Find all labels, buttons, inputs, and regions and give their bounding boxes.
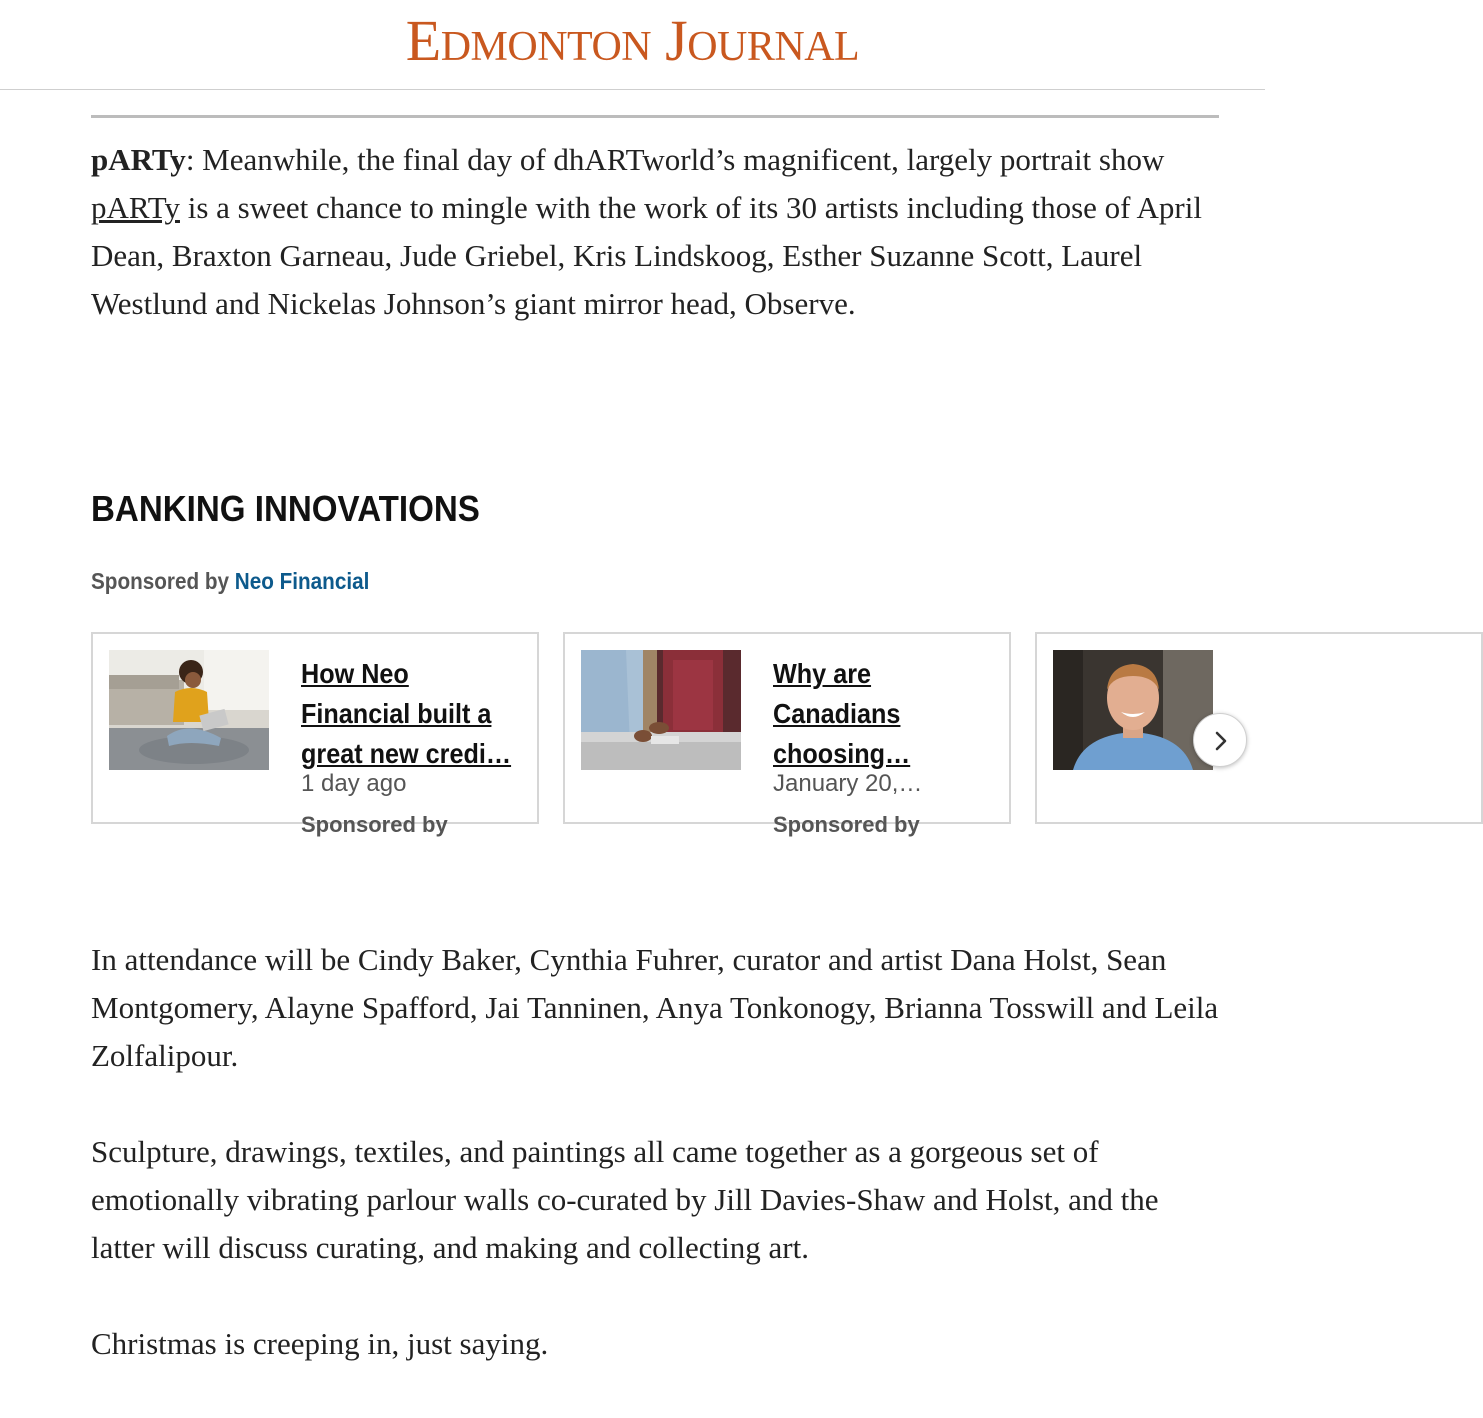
logo-word-2: OURNAL: [687, 24, 860, 70]
article-paragraph-2: In attendance will be Cindy Baker, Cynthia Fuhrer, curator and artist Dana Holst, Sean Montgomery, Alayne Spafford, Jai Tanninen, Anya Tonkonogy, Brianna Tosswill and Leila Zolfalipour.: [91, 942, 1219, 1073]
card-date: January 20,…: [773, 770, 923, 797]
sponsored-carousel: [91, 632, 1219, 837]
card-title-line: How Neo: [301, 658, 409, 689]
card-title-line: great new credi…: [301, 738, 512, 769]
card-thumbnail[interactable]: [109, 650, 269, 770]
article-paragraph-1: [91, 136, 1226, 328]
card-title[interactable]: [773, 654, 976, 774]
carousel-card[interactable]: [563, 632, 1011, 837]
paragraph-lead: pARTy: [91, 142, 186, 177]
logo-initial-j: J: [665, 8, 688, 73]
logo-word-1: DMONTON: [440, 24, 652, 70]
chevron-right-icon: [1209, 729, 1233, 753]
card-title-line: Financial built a: [301, 698, 492, 729]
card-date: 1 day ago: [301, 770, 407, 797]
woman-with-laptop-photo: [109, 650, 269, 770]
paragraph-text: : Meanwhile, the final day of dhARTworld’s magnificent, largely portrait show: [185, 142, 1165, 177]
card-thumbnail[interactable]: [581, 650, 741, 770]
site-logo[interactable]: [0, 10, 1265, 78]
sponsor-link[interactable]: Neo Financial: [234, 568, 370, 594]
hands-at-counter-photo: [581, 650, 741, 770]
card-thumbnail[interactable]: [1053, 650, 1213, 770]
carousel-next-button[interactable]: [1193, 713, 1247, 767]
logo-initial-e: E: [405, 8, 441, 73]
sponsored-by-line: [91, 568, 369, 595]
article-paragraph-3: Sculpture, drawings, textiles, and paintings all came together as a gorgeous set of emotionally vibrating parlour walls co-curated by Jill Davies-Shaw and Holst, and the latter will discuss curating, and making and collecting art.: [91, 1134, 1159, 1265]
card-title[interactable]: [301, 654, 512, 774]
card-title-line: choosing…: [773, 738, 911, 769]
paragraph-text: is a sweet chance to mingle with the work of its 30 artists including those of April Dean, Braxton Garneau, Jude Griebel, Kris Lindskoog, Esther Suzanne Scott, Laurel Westlund and Nickelas Johnson’s giant mirror head, Observe.: [91, 190, 1202, 321]
card-sponsored-label: Sponsored by: [773, 812, 920, 837]
carousel-card[interactable]: [1035, 632, 1483, 824]
sponsored-prefix: Sponsored by: [91, 568, 235, 594]
carousel-card[interactable]: [91, 632, 539, 837]
card-title-line: Canadians: [773, 698, 901, 729]
card-title-line: Why are: [773, 658, 872, 689]
card-sponsored-label: Sponsored by: [301, 812, 448, 837]
article-divider: [91, 115, 1219, 118]
masthead: [0, 0, 1265, 90]
party-link[interactable]: pARTy: [91, 190, 180, 225]
sponsored-section-title: BANKING INNOVATIONS: [91, 488, 480, 529]
article-paragraph-4: Christmas is creeping in, just saying.: [91, 1326, 549, 1361]
smiling-man-portrait-photo: [1053, 650, 1213, 770]
